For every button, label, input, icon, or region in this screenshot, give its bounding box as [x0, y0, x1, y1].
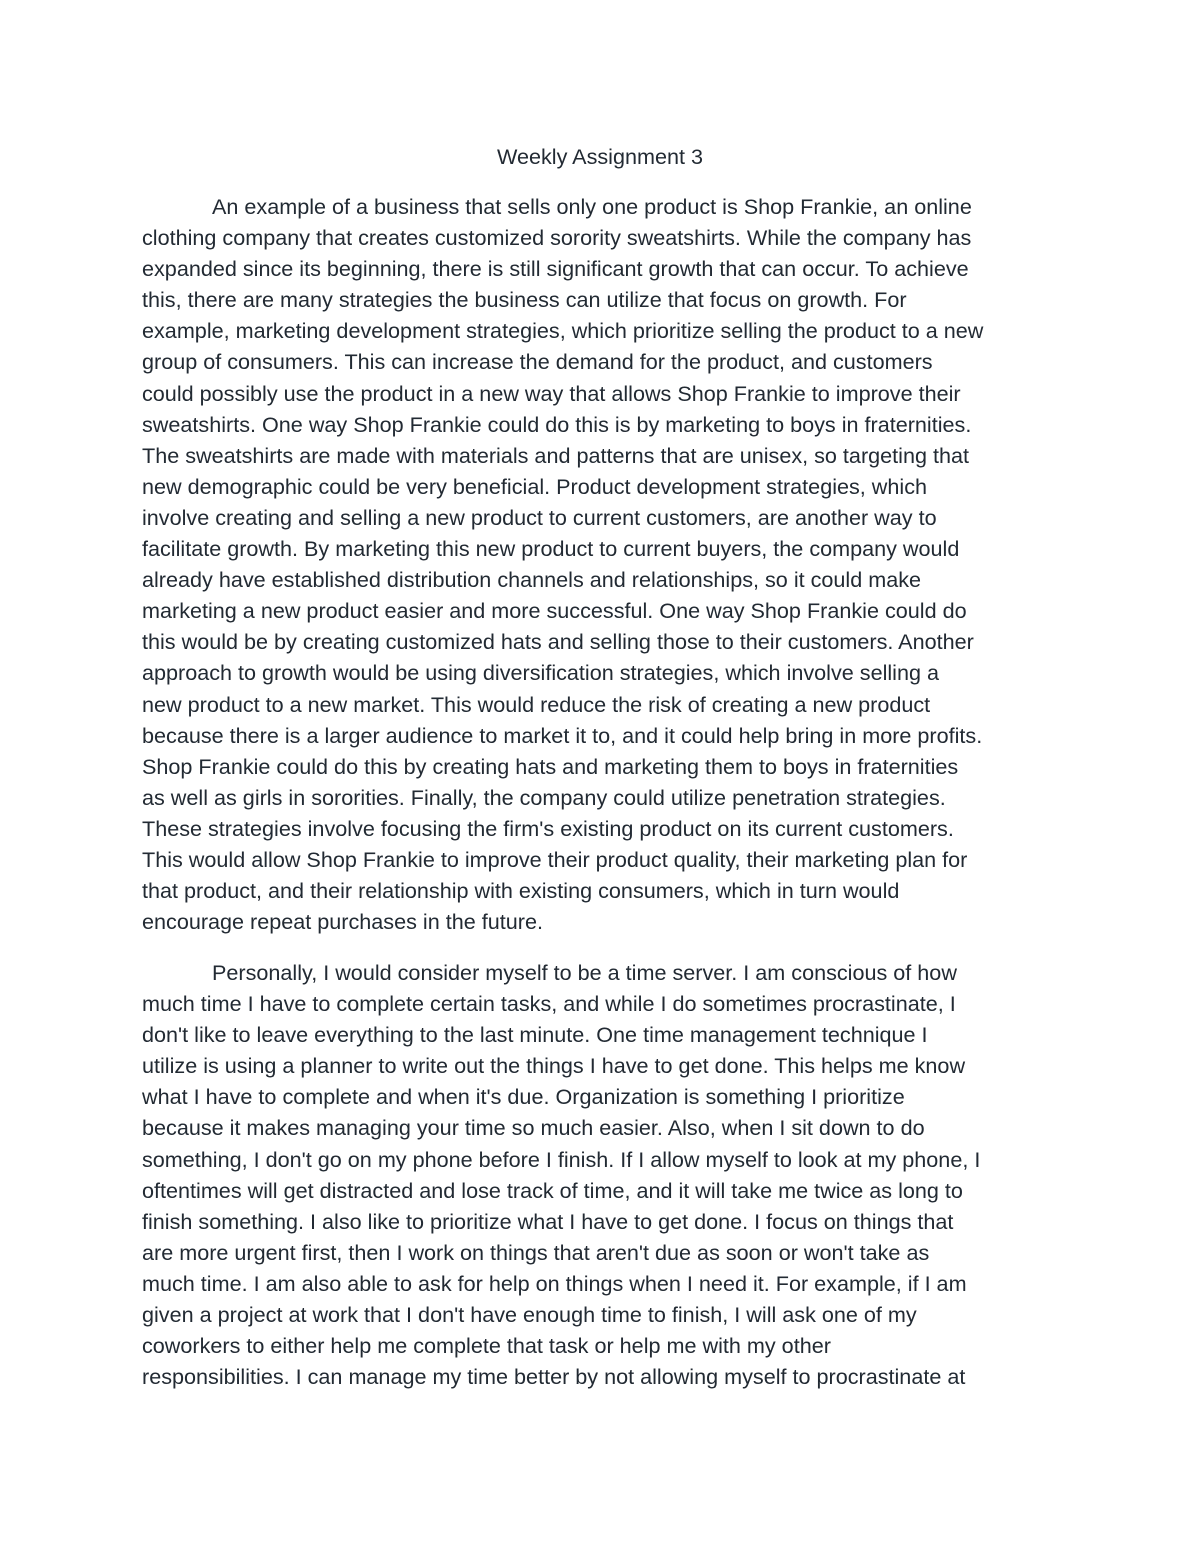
paragraph-line: Shop Frankie could do this by creating hats and marketing them to boys in fraternities [142, 753, 959, 779]
paragraph-line: These strategies involve focusing the firm's existing product on its current customers. [142, 815, 954, 841]
paragraph-line: group of consumers. This can increase the demand for the product, and customers [142, 349, 933, 375]
paragraph-line: oftentimes will get distracted and lose track of time, and it will take me twice as long to [142, 1177, 963, 1203]
paragraph-line: much time I have to complete certain tasks, and while I do sometimes procrastinate, I [142, 991, 956, 1017]
paragraph-line: this would be by creating customized hats and selling those to their customers. Another [142, 629, 974, 655]
page-title: Weekly Assignment 3 [496, 144, 704, 169]
paragraph-time-management [142, 957, 1059, 1392]
paragraph-line: marketing a new product easier and more successful. One way Shop Frankie could do [142, 598, 967, 624]
paragraph-line: example, marketing development strategies, which prioritize selling the product to a new [142, 318, 984, 344]
paragraph-line: because it makes managing your time so much easier. Also, when I sit down to do [142, 1115, 925, 1141]
paragraph-line: clothing company that creates customized sorority sweatshirts. While the company has [142, 225, 972, 251]
paragraph-line: facilitate growth. By marketing this new product to current buyers, the company would [142, 536, 960, 562]
paragraph-line: as well as girls in sororities. Finally, the company could utilize penetration strategies. [142, 784, 946, 810]
paragraph-line: An example of a business that sells only one product is Shop Frankie, an online [212, 194, 972, 219]
paragraph-line: new demographic could be very beneficial. Product development strategies, which [142, 473, 928, 499]
paragraph-line: finish something. I also like to prioritize what I have to get done. I focus on things that [142, 1208, 954, 1234]
paragraph-line: Personally, I would consider myself to be a time server. I am conscious of how [212, 960, 957, 985]
paragraph-line: are more urgent first, then I work on things that aren't due as soon or won't take as [142, 1239, 930, 1265]
paragraph-line: could possibly use the product in a new way that allows Shop Frankie to improve their [142, 380, 961, 406]
paragraph-line: approach to growth would be using diversification strategies, which involve selling a [142, 660, 940, 686]
paragraph-line: sweatshirts. One way Shop Frankie could do this is by marketing to boys in fraternities. [142, 411, 972, 437]
paragraph-line: don't like to leave everything to the last minute. One time management technique I [142, 1022, 928, 1048]
paragraph-line: already have established distribution channels and relationships, so it could make [142, 567, 922, 593]
paragraph-line: utilize is using a planner to write out the things I have to get done. This helps me know [142, 1053, 966, 1079]
paragraph-line: The sweatshirts are made with materials and patterns that are unisex, so targeting that [142, 442, 969, 468]
paragraph-line: what I have to complete and when it's due. Organization is something I prioritize [142, 1084, 905, 1110]
paragraph-line: much time. I am also able to ask for help on things when I need it. For example, if I am [142, 1270, 967, 1296]
paragraph-line: This would allow Shop Frankie to improve their product quality, their marketing plan for [142, 846, 968, 872]
paragraph-line: this, there are many strategies the business can utilize that focus on growth. For [142, 287, 907, 313]
paragraph-line: coworkers to either help me complete that task or help me with my other [142, 1333, 831, 1359]
paragraph-line: because there is a larger audience to market it to, and it could help bring in more profits. [142, 722, 983, 748]
paragraph-line: responsibilities. I can manage my time better by not allowing myself to procrastinate at [142, 1364, 966, 1390]
paragraph-line: something, I don't go on my phone before I finish. If I allow myself to look at my phone, I [142, 1146, 981, 1172]
paragraph-line: new product to a new market. This would reduce the risk of creating a new product [142, 691, 931, 717]
paragraph-line: that product, and their relationship with existing consumers, which in turn would [142, 878, 900, 904]
paragraph-growth-strategies [142, 191, 1059, 937]
paragraph-line: expanded since its beginning, there is still significant growth that can occur. To achieve [142, 256, 969, 282]
paragraph-line: encourage repeat purchases in the future. [142, 909, 543, 935]
paragraph-line: involve creating and selling a new product to current customers, are another way to [142, 504, 937, 530]
paragraph-line: given a project at work that I don't have enough time to finish, I will ask one of my [142, 1302, 917, 1328]
